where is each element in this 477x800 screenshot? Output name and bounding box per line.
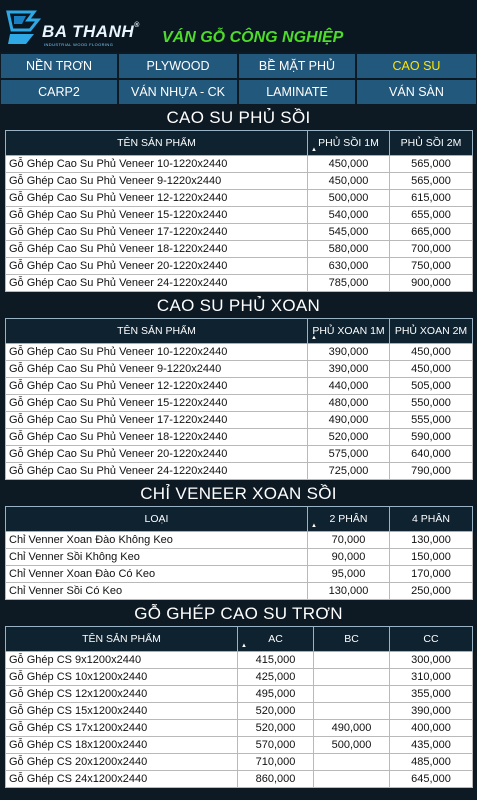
- price-cell: 640,000: [390, 446, 473, 463]
- column-header[interactable]: [6, 627, 238, 652]
- table-header-row: [6, 627, 473, 652]
- price-cell: [314, 669, 390, 686]
- table-row: [6, 258, 473, 275]
- product-name-cell: Gỗ Ghép Cao Su Phủ Veneer 17-1220x2440: [6, 412, 308, 429]
- column-header[interactable]: [390, 627, 473, 652]
- price-cell: 520,000: [308, 429, 390, 446]
- price-cell: 540,000: [308, 207, 390, 224]
- table-row: [6, 652, 473, 669]
- table-row: [6, 224, 473, 241]
- product-name-cell: Gỗ Ghép Cao Su Phủ Veneer 20-1220x2440: [6, 258, 308, 275]
- product-name-cell: Gỗ Ghép CS 17x1200x2440: [6, 720, 238, 737]
- price-table: [5, 130, 473, 292]
- product-name-cell: Gỗ Ghép CS 12x1200x2440: [6, 686, 238, 703]
- price-cell: 70,000: [308, 532, 390, 549]
- price-cell: [314, 686, 390, 703]
- column-header-label: TÊN SẢN PHẨM: [117, 325, 196, 337]
- sort-arrow-icon[interactable]: ▲: [241, 643, 247, 649]
- price-cell: 485,000: [390, 754, 473, 771]
- table-row: [6, 686, 473, 703]
- price-cell: 250,000: [390, 583, 473, 600]
- table-row: [6, 429, 473, 446]
- column-header-label: PHỦ XOAN 2M: [394, 325, 468, 337]
- table-row: [6, 173, 473, 190]
- table-row: [6, 446, 473, 463]
- price-cell: 310,000: [390, 669, 473, 686]
- product-name-cell: Gỗ Ghép Cao Su Phủ Veneer 15-1220x2440: [6, 207, 308, 224]
- table-row: [6, 566, 473, 583]
- price-cell: 500,000: [308, 190, 390, 207]
- nav-item[interactable]: PLYWOOD: [118, 54, 238, 78]
- column-header[interactable]: [308, 131, 390, 156]
- product-name-cell: Gỗ Ghép Cao Su Phủ Veneer 10-1220x2440: [6, 156, 308, 173]
- column-header-label: TÊN SẢN PHẨM: [82, 633, 161, 645]
- product-name-cell: Gỗ Ghép Cao Su Phủ Veneer 18-1220x2440: [6, 241, 308, 258]
- price-cell: 590,000: [390, 429, 473, 446]
- section-title: GỖ GHÉP CAO SU TRƠN: [134, 604, 343, 623]
- price-cell: 390,000: [308, 344, 390, 361]
- product-name-cell: Gỗ Ghép CS 9x1200x2440: [6, 652, 238, 669]
- column-header-label: PHỦ XOAN 1M: [312, 325, 385, 337]
- price-cell: 545,000: [308, 224, 390, 241]
- brand-logo[interactable]: [4, 6, 140, 48]
- price-cell: 785,000: [308, 275, 390, 292]
- product-name-cell: Chỉ Venner Xoan Đào Không Keo: [6, 532, 308, 549]
- table-row: [6, 156, 473, 173]
- price-cell: [314, 771, 390, 788]
- column-header-label: 2 PHÂN: [329, 513, 368, 525]
- column-header-label: PHỦ SỒI 1M: [318, 137, 379, 149]
- table-row: [6, 378, 473, 395]
- section-title: CHỈ VENEER XOAN SỒI: [140, 484, 337, 503]
- column-header[interactable]: [314, 627, 390, 652]
- site-title: VÁN GỖ CÔNG NGHIỆP: [162, 29, 344, 46]
- price-cell: 565,000: [390, 173, 473, 190]
- table-row: [6, 532, 473, 549]
- price-cell: 390,000: [390, 703, 473, 720]
- table-header-row: [6, 131, 473, 156]
- table-row: [6, 344, 473, 361]
- price-cell: 575,000: [308, 446, 390, 463]
- product-name-cell: Chỉ Venner Sồi Không Keo: [6, 549, 308, 566]
- price-cell: 450,000: [308, 173, 390, 190]
- price-cell: 130,000: [308, 583, 390, 600]
- price-cell: 520,000: [238, 703, 314, 720]
- product-name-cell: Gỗ Ghép Cao Su Phủ Veneer 10-1220x2440: [6, 344, 308, 361]
- nav-item[interactable]: NỀN TRƠN: [0, 54, 118, 78]
- price-cell: 450,000: [390, 344, 473, 361]
- price-cell: 170,000: [390, 566, 473, 583]
- product-name-cell: Gỗ Ghép Cao Su Phủ Veneer 15-1220x2440: [6, 395, 308, 412]
- price-table: [5, 506, 473, 600]
- price-cell: 300,000: [390, 652, 473, 669]
- price-cell: 505,000: [390, 378, 473, 395]
- column-header[interactable]: [390, 131, 473, 156]
- table-row: [6, 549, 473, 566]
- price-cell: 700,000: [390, 241, 473, 258]
- column-header[interactable]: [390, 507, 473, 532]
- product-name-cell: Gỗ Ghép CS 24x1200x2440: [6, 771, 238, 788]
- price-cell: 390,000: [308, 361, 390, 378]
- price-cell: 440,000: [308, 378, 390, 395]
- product-name-cell: Gỗ Ghép Cao Su Phủ Veneer 12-1220x2440: [6, 190, 308, 207]
- product-name-cell: Gỗ Ghép Cao Su Phủ Veneer 17-1220x2440: [6, 224, 308, 241]
- price-cell: 400,000: [390, 720, 473, 737]
- brand-name: BA THANH®: [42, 22, 140, 41]
- price-cell: 355,000: [390, 686, 473, 703]
- price-table: [5, 626, 473, 788]
- price-cell: 580,000: [308, 241, 390, 258]
- product-name-cell: Chỉ Venner Xoan Đào Có Keo: [6, 566, 308, 583]
- price-cell: 630,000: [308, 258, 390, 275]
- logo-mark-icon: [4, 6, 44, 46]
- table-header-row: [6, 507, 473, 532]
- price-cell: 490,000: [308, 412, 390, 429]
- brand-tagline: INDUSTRIAL WOOD FLOORING: [44, 42, 114, 47]
- sort-arrow-icon[interactable]: ▲: [311, 335, 317, 341]
- product-name-cell: Gỗ Ghép CS 18x1200x2440: [6, 737, 238, 754]
- nav-item[interactable]: VÁN SÀN: [356, 80, 477, 104]
- price-cell: 435,000: [390, 737, 473, 754]
- category-nav: [0, 52, 477, 104]
- price-cell: 710,000: [238, 754, 314, 771]
- column-header-label: CC: [423, 633, 439, 645]
- price-cell: 565,000: [390, 156, 473, 173]
- column-header[interactable]: [390, 319, 473, 344]
- sort-arrow-icon[interactable]: ▲: [311, 523, 317, 529]
- table-row: [6, 361, 473, 378]
- table-header-row: [6, 319, 473, 344]
- product-name-cell: Gỗ Ghép Cao Su Phủ Veneer 12-1220x2440: [6, 378, 308, 395]
- price-cell: 645,000: [390, 771, 473, 788]
- price-cell: 500,000: [314, 737, 390, 754]
- price-cell: 415,000: [238, 652, 314, 669]
- product-name-cell: Gỗ Ghép Cao Su Phủ Veneer 18-1220x2440: [6, 429, 308, 446]
- column-header[interactable]: [6, 507, 308, 532]
- table-row: [6, 412, 473, 429]
- column-header-label: AC: [268, 633, 283, 645]
- product-name-cell: Gỗ Ghép CS 20x1200x2440: [6, 754, 238, 771]
- table-row: [6, 583, 473, 600]
- product-name-cell: Gỗ Ghép Cao Su Phủ Veneer 20-1220x2440: [6, 446, 308, 463]
- column-header[interactable]: [6, 319, 308, 344]
- nav-item[interactable]: CARP2: [0, 80, 118, 104]
- price-cell: 90,000: [308, 549, 390, 566]
- price-cell: 450,000: [308, 156, 390, 173]
- nav-item[interactable]: LAMINATE: [238, 80, 356, 104]
- nav-item[interactable]: BỀ MẶT PHỦ: [238, 54, 356, 78]
- product-name-cell: Chỉ Venner Sồi Có Keo: [6, 583, 308, 600]
- table-row: [6, 669, 473, 686]
- price-cell: 615,000: [390, 190, 473, 207]
- price-cell: 750,000: [390, 258, 473, 275]
- table-row: [6, 275, 473, 292]
- price-cell: 665,000: [390, 224, 473, 241]
- column-header[interactable]: [238, 627, 314, 652]
- product-name-cell: Gỗ Ghép CS 15x1200x2440: [6, 703, 238, 720]
- site-header: [0, 0, 477, 52]
- price-sections: [0, 105, 477, 788]
- table-row: [6, 737, 473, 754]
- price-table: [5, 318, 473, 480]
- product-name-cell: Gỗ Ghép Cao Su Phủ Veneer 24-1220x2440: [6, 463, 308, 480]
- table-row: [6, 207, 473, 224]
- table-row: [6, 463, 473, 480]
- column-header[interactable]: [308, 507, 390, 532]
- table-row: [6, 190, 473, 207]
- table-row: [6, 241, 473, 258]
- price-cell: 860,000: [238, 771, 314, 788]
- column-header[interactable]: [308, 319, 390, 344]
- price-cell: 130,000: [390, 532, 473, 549]
- price-cell: 550,000: [390, 395, 473, 412]
- price-cell: [314, 652, 390, 669]
- product-name-cell: Gỗ Ghép CS 10x1200x2440: [6, 669, 238, 686]
- nav-item[interactable]: CAO SU: [356, 54, 477, 78]
- price-cell: 570,000: [238, 737, 314, 754]
- column-header-label: LOẠI: [144, 513, 169, 525]
- table-row: [6, 703, 473, 720]
- column-header-label: PHỦ SỒI 2M: [400, 137, 462, 149]
- price-cell: 900,000: [390, 275, 473, 292]
- price-cell: 490,000: [314, 720, 390, 737]
- product-name-cell: Gỗ Ghép Cao Su Phủ Veneer 9-1220x2440: [6, 173, 308, 190]
- price-cell: 655,000: [390, 207, 473, 224]
- price-cell: 790,000: [390, 463, 473, 480]
- table-row: [6, 395, 473, 412]
- price-cell: 725,000: [308, 463, 390, 480]
- price-cell: 555,000: [390, 412, 473, 429]
- table-row: [6, 720, 473, 737]
- product-name-cell: Gỗ Ghép Cao Su Phủ Veneer 9-1220x2440: [6, 361, 308, 378]
- section-title: CAO SU PHỦ XOAN: [156, 296, 321, 315]
- section-title: CAO SU PHỦ SỒI: [166, 108, 311, 127]
- product-name-cell: Gỗ Ghép Cao Su Phủ Veneer 24-1220x2440: [6, 275, 308, 292]
- column-header-label: BC: [344, 633, 359, 645]
- table-row: [6, 771, 473, 788]
- price-cell: 520,000: [238, 720, 314, 737]
- sort-arrow-icon[interactable]: ▲: [311, 147, 317, 153]
- price-cell: 495,000: [238, 686, 314, 703]
- price-cell: [314, 754, 390, 771]
- price-cell: 450,000: [390, 361, 473, 378]
- price-cell: [314, 703, 390, 720]
- column-header[interactable]: [6, 131, 308, 156]
- nav-item[interactable]: VÁN NHỰA - CK: [118, 80, 238, 104]
- price-cell: 150,000: [390, 549, 473, 566]
- column-header-label: TÊN SẢN PHẨM: [117, 137, 196, 149]
- column-header-label: 4 PHÂN: [412, 513, 450, 525]
- table-row: [6, 754, 473, 771]
- price-cell: 425,000: [238, 669, 314, 686]
- price-cell: 95,000: [308, 566, 390, 583]
- price-cell: 480,000: [308, 395, 390, 412]
